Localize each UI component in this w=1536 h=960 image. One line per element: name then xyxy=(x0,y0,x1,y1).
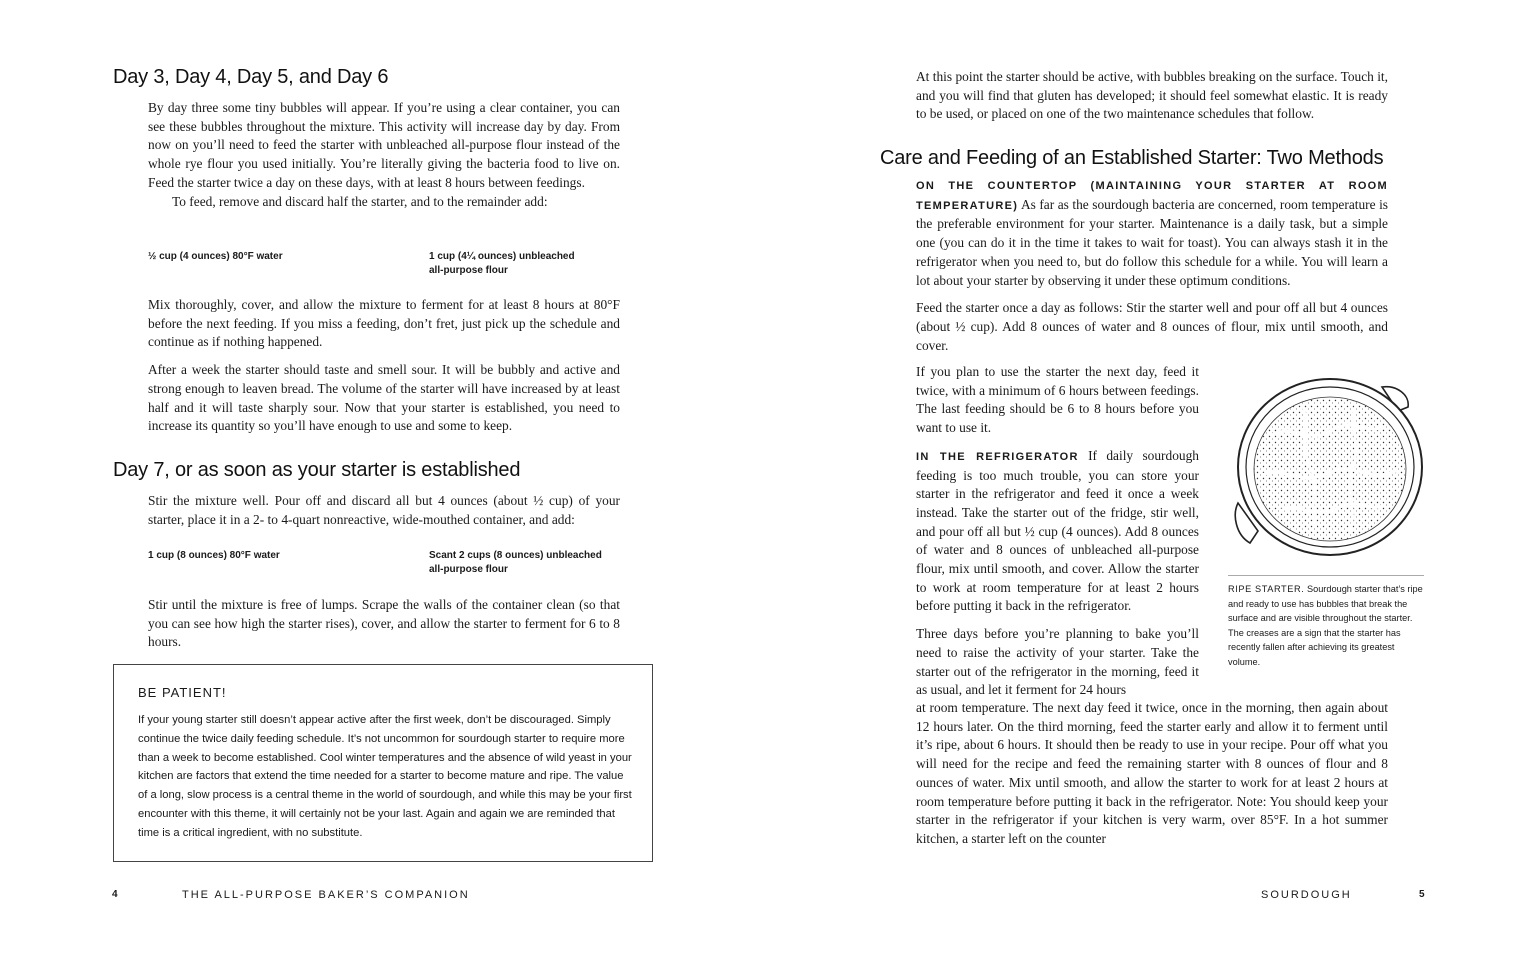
body-stir xyxy=(148,596,620,661)
body-fridge-column xyxy=(916,363,1199,700)
fridge-label: IN THE REFRIGERATOR xyxy=(916,450,1079,463)
paragraph: At this point the starter should be active, with bubbles breaking on the surface. Touch it, and you will find that gluten has developed; it should feel somewhat elastic. It is ready to be used, or placed on one of the two maintenance schedules that follow. xyxy=(916,69,1388,122)
ingredient-line: 1 cup (4¼ ounces) unbleached xyxy=(429,251,575,262)
ripe-starter-bowl-illustration xyxy=(1232,375,1428,560)
caption-rule xyxy=(1228,575,1424,576)
body-day-7 xyxy=(148,492,620,538)
page-number: 4 xyxy=(112,889,118,900)
ingredient-water: ½ cup (4 ounces) 80°F water xyxy=(148,251,283,262)
paragraph: After a week the starter should taste and smell sour. It will be bubbly and active and strong enough to leaven bread. The volume of the starter will have increased by at least half and it will taste sharply sour. Now that your starter is established, you need to increase its quantity so you’ll have enough to use and some to keep. xyxy=(148,362,620,434)
ingredient-flour xyxy=(429,250,689,278)
paragraph: Stir the mixture well. Pour off and discard all but 4 ounces (about ½ cup) of your starter, place it in a 2- to 4-quart nonreactive, wide-mouthed container, and add: xyxy=(148,493,620,527)
ingredient-water: 1 cup (8 ounces) 80°F water xyxy=(148,550,280,561)
sidebar-box-be-patient xyxy=(113,664,653,862)
body-day-3-6 xyxy=(148,99,620,220)
sidebar-text: If your young starter still doesn’t appear active after the first week, don’t be discouraged. Simply continue the twice daily feeding schedule. It’s not uncommon for sourdough starter to require more than a week to become established. Cool winter temperatures and the absence of wild yeast in your kitchen are factors that extend the time needed for a starter to become mature and ripe. The value of a long, slow process is a central theme in the world of sourdough, and while this may be your first encounter with this theme, it will certainly not be your last. Again and again we are reminded that time is a critical ingredient, with no substitute. xyxy=(138,714,632,839)
paragraph: at room temperature. The next day feed it twice, once in the morning, then again about 12 hours later. On the third morning, feed the starter early and allow it to ferment until it’s ripe, about 6 hours. It should then be ready to use in your recipe. Pour off what you will need for the recipe and feed the remaining starter with 8 ounces of flour and 8 ounces of water. Mix until smooth, and allow the starter to work for at least 2 hours at room temperature before putting it back in the refrigerator. Note: You should keep your starter in the refrigerator if your kitchen is very warm, over 85°F. In a hot summer kitchen, a starter left on the counter xyxy=(916,700,1388,846)
right-page xyxy=(768,0,1536,960)
paragraph: If you plan to use the starter the next day, feed it twice, with a minimum of 6 hours between feedings. The last feeding should be 6 to 8 hours before you want to use it. xyxy=(916,364,1199,436)
heading-day-7: Day 7, or as soon as your starter is established xyxy=(113,459,521,481)
sidebar-title: BE PATIENT! xyxy=(138,685,227,700)
caption-text: Sourdough starter that’s ripe and ready to use has bubbles that break the surface and are visible throughout the starter. The creases are a sign that the starter has recently fallen after achieving its greatest volume. xyxy=(1228,584,1423,667)
heading-day-3-6: Day 3, Day 4, Day 5, and Day 6 xyxy=(113,66,389,88)
caption-label: RIPE STARTER. xyxy=(1228,584,1305,594)
body-three-days xyxy=(916,699,1388,858)
body-active xyxy=(916,68,1388,133)
running-head: SOURDOUGH xyxy=(1261,889,1352,901)
paragraph: Mix thoroughly, cover, and allow the mixture to ferment for at least 8 hours at 80°F before the next feeding. If you miss a feeding, don’t fret, just pick up the schedule and continue as if nothing happened. xyxy=(148,297,620,350)
paragraph: To feed, remove and discard half the starter, and to the remainder add: xyxy=(172,193,548,209)
page-number: 5 xyxy=(1419,889,1425,900)
paragraph: Three days before you’re planning to bake you’ll need to raise the activity of your starter. Take the starter out of the refrigerator in the morning, feed it as usual, and let it ferment for 24 hours xyxy=(916,626,1199,698)
body-ferment xyxy=(148,296,620,445)
figure-caption xyxy=(1228,582,1428,670)
running-head: THE ALL-PURPOSE BAKER’S COMPANION xyxy=(182,889,470,901)
ingredient-line: all-purpose flour xyxy=(429,265,508,276)
fridge-text: If daily sourdough feeding is too much trouble, you can store your starter in the refrigerator and feed it once a week instead. Take the starter out of the fridge, stir well, and pour off all but ½ cup (4 ounces). Add 8 ounces of water and 8 ounces of unbleached all-purpose flour, mix until smooth, and cover. Allow the starter to work at room temperature for at least 2 hours before putting it back in the refrigerator. xyxy=(916,447,1199,614)
heading-care-feeding: Care and Feeding of an Established Starter: Two Methods xyxy=(880,147,1384,169)
body-countertop xyxy=(916,176,1388,364)
paragraph xyxy=(916,176,1388,290)
paragraph: Feed the starter once a day as follows: Stir the starter well and pour off all but 4 ounces (about ½ cup). Add 8 ounces of water and 8 ounces of flour, mix until smooth, and cover. xyxy=(916,300,1388,353)
ingredient-line: all-purpose flour xyxy=(429,564,508,575)
ingredient-flour xyxy=(429,549,689,577)
paragraph: Stir until the mixture is free of lumps. Scrape the walls of the container clean (so that you can see how high the starter rises), cover, and allow the starter to ferment for 6 to 8 hours. xyxy=(148,597,620,650)
countertop-label: ON THE COUNTERTOP (MAINTAINING YOUR STARTER AT ROOM TEMPERATURE) xyxy=(916,180,1388,212)
ingredient-line: Scant 2 cups (8 ounces) unbleached xyxy=(429,550,602,561)
paragraph xyxy=(916,447,1199,616)
paragraph: By day three some tiny bubbles will appear. If you’re using a clear container, you can see these bubbles throughout the mixture. This activity will increase day by day. From now on you’ll need to feed the starter with unbleached all-purpose flour instead of the whole rye flour you used initially. You’re literally giving the bacteria food to live on. Feed the starter twice a day on these days, with at least 8 hours between feedings. xyxy=(148,100,620,190)
countertop-text: As far as the sourdough bacteria are concerned, room temperature is the preferable environment for your starter. Maintenance is a daily task, but a simple one (you can do it in the time it takes to wait for toast). You can always stash it in the refrigerator when you need to, but do follow this schedule for a while. You will learn a lot about your starter by observing it under these optimum conditions. xyxy=(916,196,1389,288)
